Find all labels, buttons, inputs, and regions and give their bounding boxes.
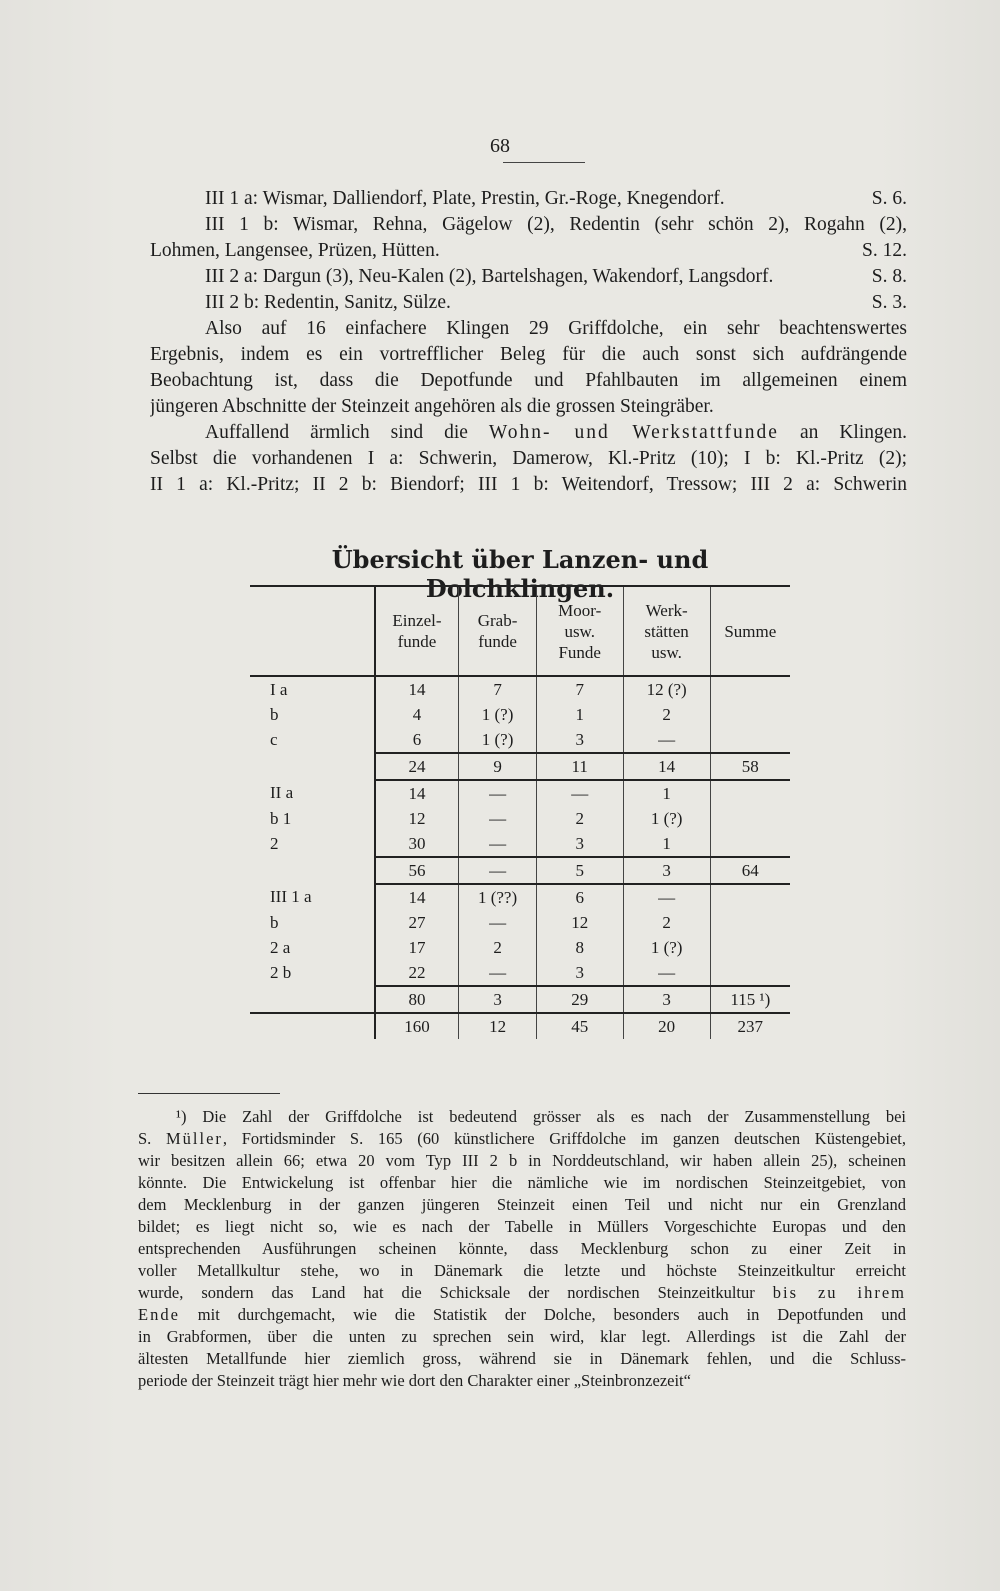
table-cell: [710, 884, 790, 910]
row-label: [250, 986, 375, 1013]
table-cell: [710, 676, 790, 702]
header-summe: Summe: [710, 586, 790, 676]
footnote-line: wurde, sondern das Land hat die Schicksale der nordischen Steinzeitkultur bis zu ihrem: [138, 1283, 906, 1302]
footnote-line: Ende mit durchgemacht, wie die Statistik der Dolche, besonders auch in Depotfunden und: [138, 1305, 906, 1324]
row-label: b: [270, 912, 279, 932]
footnote-line: bildet; es liegt nicht so, wie es nach der Tabelle in Müllers Vorgeschichte Europas und den: [138, 1217, 906, 1236]
table-cell: 29: [536, 986, 623, 1013]
row-label: 2: [270, 834, 279, 853]
table-cell: —: [459, 960, 536, 986]
table-cell: 27: [375, 910, 459, 935]
table-cell: 11: [536, 753, 623, 780]
body-text: [150, 186, 907, 498]
subtotal-row: [250, 857, 790, 884]
row-label: [250, 1013, 375, 1039]
footnote-line: ¹) Die Zahl der Griffdolche ist bedeutend grösser als es nach der Zusammenstellung bei: [176, 1107, 906, 1126]
table-cell: —: [623, 884, 710, 910]
text-line: III 1 b: Wismar, Rehna, Gägelow (2), Redentin (sehr schön 2), Rogahn (2),: [205, 214, 907, 235]
table-row: [250, 806, 790, 831]
table-cell: 1 (?): [623, 935, 710, 960]
row-label: c: [270, 730, 278, 749]
table-cell: 12: [536, 910, 623, 935]
table-cell: 17: [375, 935, 459, 960]
table-row: [250, 831, 790, 857]
table-cell: 3: [623, 857, 710, 884]
text-line: jüngeren Abschnitte der Steinzeit angehören als die grossen Steingräber.: [150, 396, 714, 417]
row-label: b: [270, 704, 279, 724]
text-line: Selbst die vorhandenen I a: Schwerin, Damerow, Kl.-Pritz (10); I b: Kl.-Pritz (2);: [150, 448, 907, 469]
footnote-line: S. Müller, Fortidsminder S. 165 (60 künstlichere Griffdolche im ganzen deutschen Küstengebiet,: [138, 1129, 906, 1148]
table-cell: —: [536, 780, 623, 806]
table-cell: 2: [623, 910, 710, 935]
table-cell: —: [623, 960, 710, 986]
table-cell: 45: [536, 1013, 623, 1039]
header-label-cell: [250, 586, 375, 676]
text-line: II 1 a: Kl.-Pritz; II 2 b: Biendorf; III 1 b: Weitendorf, Tressow; III 2 a: Schwerin: [150, 474, 907, 495]
table-row: [250, 702, 790, 727]
table-cell: 2: [536, 806, 623, 831]
row-label: II a: [270, 783, 294, 802]
table-cell: 30: [375, 831, 459, 857]
table-cell: —: [459, 910, 536, 935]
table-cell: —: [623, 727, 710, 753]
text-line: Also auf 16 einfachere Klingen 29 Griffdolche, ein sehr beachtenswertes: [205, 318, 907, 339]
footnote-line: dem Mecklenburg in der ganzen jüngeren Steinzeit einen Teil und nicht nur ein Grenzland: [138, 1195, 906, 1214]
row-label: I a: [270, 679, 288, 699]
table-cell: 64: [710, 857, 790, 884]
table-row: [250, 910, 790, 935]
text-line: III 2 b: Redentin, Sanitz, Sülze. S. 3.: [205, 292, 907, 313]
table-cell: 237: [710, 1013, 790, 1039]
table-cell: 5: [536, 857, 623, 884]
table-cell: [710, 831, 790, 857]
text-line: Auffallend ärmlich sind die Wohn- und Werkstattfunde an Klingen.: [205, 422, 907, 443]
header-werkstaetten: Werk- stätten usw.: [623, 586, 710, 676]
table-cell: 22: [375, 960, 459, 986]
table-cell: 1 (?): [459, 702, 536, 727]
table-cell: 1 (?): [459, 727, 536, 753]
table-cell: 6: [536, 884, 623, 910]
table-cell: [710, 960, 790, 986]
table-cell: 7: [459, 676, 536, 702]
footnote-line: periode der Steinzeit trägt hier mehr wie dort den Charakter einer „Steinbronzezeit“: [138, 1371, 691, 1390]
table-header-row: [250, 586, 790, 676]
text-line: III 1 a: Wismar, Dalliendorf, Plate, Prestin, Gr.-Roge, Knegendorf. S. 6.: [205, 188, 907, 209]
row-label: [250, 753, 375, 780]
table-cell: [710, 935, 790, 960]
text-line: Lohmen, Langensee, Prüzen, Hütten. S. 12.: [150, 240, 907, 261]
table-row: [250, 727, 790, 753]
footnote-line: könnte. Die Entwickelung ist offenbar hier die nämliche wie im nordischen Steinzeitgebiet, von: [138, 1173, 906, 1192]
table-cell: 14: [375, 884, 459, 910]
table-cell: 2: [623, 702, 710, 727]
table-cell: 12: [459, 1013, 536, 1039]
table-cell: 7: [536, 676, 623, 702]
table-cell: 160: [375, 1013, 459, 1039]
row-label: 2 a: [270, 937, 291, 957]
text-line: III 2 a: Dargun (3), Neu-Kalen (2), Bartelshagen, Wakendorf, Langsdorf. S. 8.: [205, 266, 907, 287]
page-number: 68: [490, 135, 510, 157]
row-label: [250, 857, 375, 884]
table-cell: 3: [536, 960, 623, 986]
table-cell: [710, 910, 790, 935]
table-cell: 24: [375, 753, 459, 780]
table-cell: 56: [375, 857, 459, 884]
table-cell: 1 (??): [459, 884, 536, 910]
row-label: b 1: [270, 808, 292, 828]
table-cell: —: [459, 831, 536, 857]
footnote: [138, 1106, 906, 1392]
row-label: 2 b: [270, 963, 292, 982]
table-cell: [710, 780, 790, 806]
table-cell: [710, 727, 790, 753]
table-cell: 1: [623, 780, 710, 806]
footnote-line: ältesten Metallfunde hier ziemlich gross, während sie in Dänemark fehlen, und die Schluss-: [138, 1349, 906, 1368]
table-cell: 80: [375, 986, 459, 1013]
row-label: III 1 a: [270, 887, 312, 906]
header-einzelfunde: Einzel- funde: [375, 586, 459, 676]
table-cell: [710, 806, 790, 831]
footnote-line: in Grabformen, über die unten zu sprechen sein wird, klar legt. Allerdings ist die Zahl der: [138, 1327, 906, 1346]
table-cell: 3: [536, 727, 623, 753]
table-cell: 1: [623, 831, 710, 857]
table-cell: 12: [375, 806, 459, 831]
table-cell: 20: [623, 1013, 710, 1039]
table-cell: 12 (?): [623, 676, 710, 702]
table-cell: 115 ¹): [710, 986, 790, 1013]
footnote-line: entsprechenden Ausführungen scheinen könnte, dass Mecklenburg schon zu einer Zeit in: [138, 1239, 906, 1258]
table-title: Übersicht über Lanzen- und Dolchklingen.: [331, 545, 709, 603]
text-line: Beobachtung ist, dass die Depotfunde und Pfahlbauten im allgemeinen einem: [150, 370, 907, 391]
overview-table: [250, 585, 790, 1039]
table-cell: —: [459, 806, 536, 831]
table-cell: 3: [623, 986, 710, 1013]
table-cell: 1: [536, 702, 623, 727]
subtotal-row: [250, 986, 790, 1013]
table-cell: 9: [459, 753, 536, 780]
header-grabfunde: Grab- funde: [459, 586, 536, 676]
table-cell: —: [459, 780, 536, 806]
table-row: [250, 676, 790, 702]
table-row: [250, 780, 790, 806]
table-cell: 6: [375, 727, 459, 753]
table-cell: 58: [710, 753, 790, 780]
subtotal-row: [250, 753, 790, 780]
footnote-line: wir besitzen allein 66; etwa 20 vom Typ III 2 b in Norddeutschland, wir haben allein 25), scheinen: [138, 1151, 906, 1170]
table-row: [250, 935, 790, 960]
table-cell: [710, 702, 790, 727]
table-cell: 1 (?): [623, 806, 710, 831]
table-cell: 14: [375, 780, 459, 806]
table-cell: 14: [375, 676, 459, 702]
page-number-rule: [503, 162, 585, 163]
table-cell: 3: [536, 831, 623, 857]
header-moorfunde: Moor- usw. Funde: [536, 586, 623, 676]
text-line: Ergebnis, indem es ein vortrefflicher Beleg für die auch sonst sich aufdrängende: [150, 344, 907, 365]
footnote-line: voller Metallkultur stehe, wo in Dänemark die letzte und höchste Steinzeitkultur erreicht: [138, 1261, 906, 1280]
table-cell: —: [459, 857, 536, 884]
table-cell: 14: [623, 753, 710, 780]
grand-total-row: [250, 1013, 790, 1039]
table-cell: 4: [375, 702, 459, 727]
table-cell: 3: [459, 986, 536, 1013]
table-cell: 8: [536, 935, 623, 960]
table-cell: 2: [459, 935, 536, 960]
table-row: [250, 884, 790, 910]
table-row: [250, 960, 790, 986]
footnote-rule: [138, 1093, 280, 1094]
